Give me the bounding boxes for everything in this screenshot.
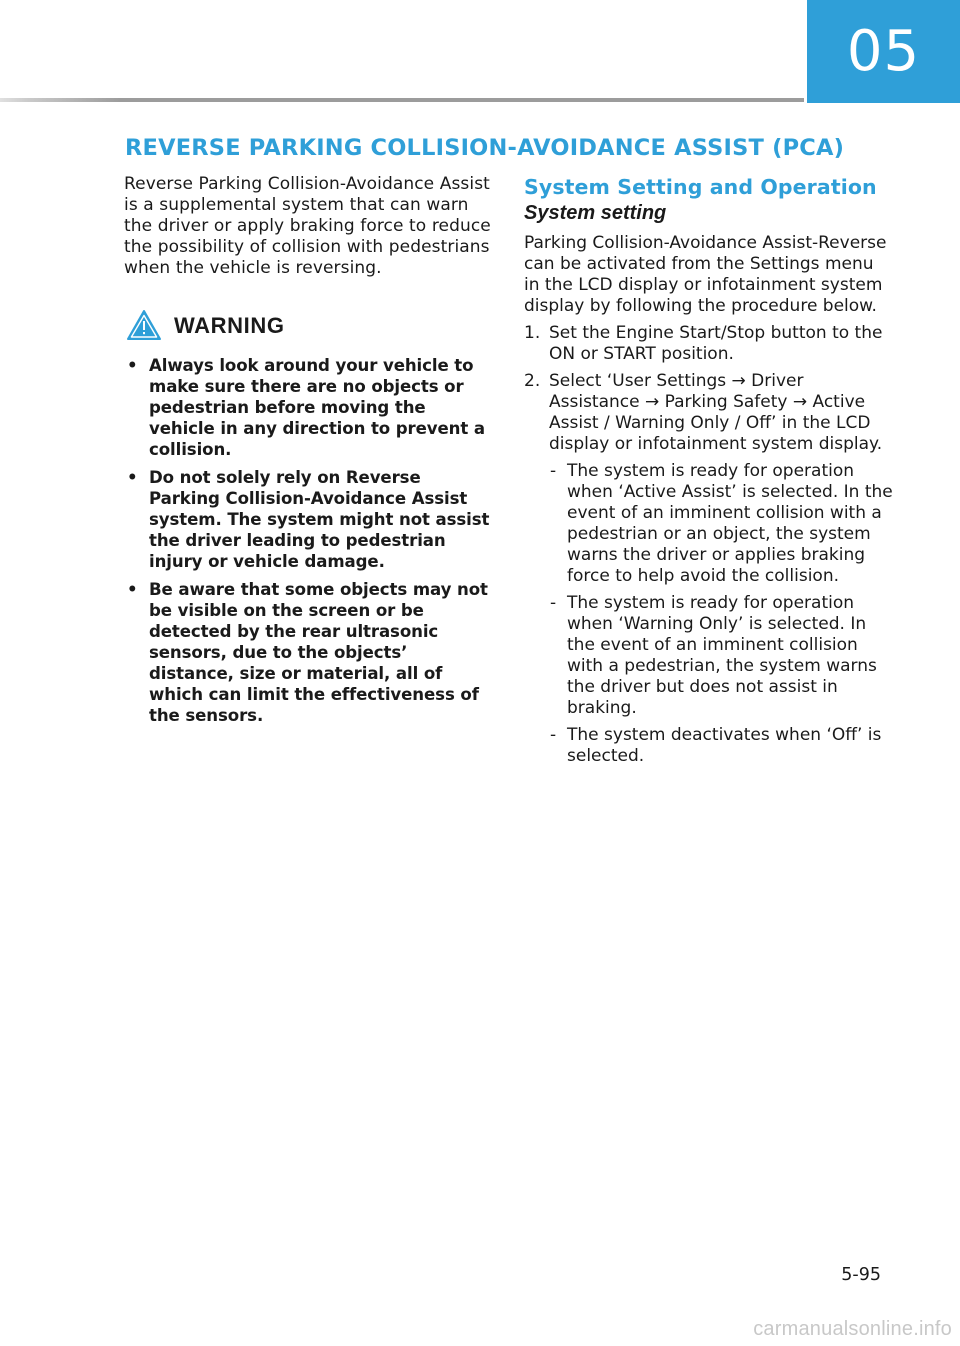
header-rule	[0, 98, 804, 102]
intro-paragraph: Reverse Parking Collision-Avoidance Assist is a supplemental system that can warn the driver or apply braking force to reduce the possibility of collision with pedestrians when the vehicle is reversing.	[124, 174, 491, 278]
right-column	[524, 174, 894, 773]
watermark: carmanualsonline.info	[753, 1318, 952, 1340]
dash-icon: -	[550, 725, 557, 745]
option-text: The system is ready for operation when ‘Warning Only’ is selected. In the event of an imminent collision with a pedestrian, the system warns the driver but does not assist in braking.	[567, 593, 877, 718]
bullet-icon: •	[127, 580, 138, 599]
option-item	[549, 593, 894, 719]
warning-list	[124, 355, 492, 726]
system-heading: System Setting and Operation	[524, 175, 877, 199]
warning-item-text: Always look around your vehicle to make sure there are no objects or pedestrian before moving the vehicle in any direction to prevent a collision.	[149, 356, 485, 459]
chapter-number: 05	[846, 19, 921, 84]
warning-item-text: Be aware that some objects may not be visible on the screen or be detected by the rear ultrasonic sensors, due to the objects’ distance, size or material, all of which can limit the effectiveness of the sensors.	[149, 580, 488, 725]
option-item	[549, 461, 894, 587]
warning-title: WARNING	[174, 312, 285, 338]
option-list	[549, 461, 894, 767]
bullet-icon: •	[127, 468, 138, 487]
dash-icon: -	[550, 593, 557, 613]
step-text: Select ‘User Settings → Driver Assistance → Parking Safety → Active Assist / Warning Only / Off’ in the LCD display or infotainment system display.	[549, 371, 883, 454]
chapter-tab	[807, 0, 960, 103]
section-title: REVERSE PARKING COLLISION-AVOIDANCE ASSIST (PCA)	[125, 135, 845, 161]
warning-item	[124, 579, 492, 726]
option-item	[549, 725, 894, 767]
step-number: 2.	[524, 371, 541, 391]
option-text: The system is ready for operation when ‘Active Assist’ is selected. In the event of an imminent collision with a pedestrian or an object, the system warns the driver or applies braking force to help avoid the collision.	[567, 461, 893, 586]
step-item	[524, 371, 894, 767]
system-description: Parking Collision-Avoidance Assist-Reverse can be activated from the Settings menu in the LCD display or infotainment system display by following the procedure below.	[524, 233, 887, 316]
step-text: Set the Engine Start/Stop button to the ON or START position.	[549, 323, 883, 364]
warning-item	[124, 355, 492, 460]
bullet-icon: •	[127, 356, 138, 375]
step-number: 1.	[524, 323, 541, 343]
step-item	[524, 323, 894, 365]
option-text: The system deactivates when ‘Off’ is selected.	[567, 725, 882, 766]
left-column	[124, 174, 492, 733]
steps-list	[524, 323, 894, 767]
system-subheading: System setting	[524, 202, 667, 224]
warning-item-text: Do not solely rely on Reverse Parking Collision-Avoidance Assist system. The system might not assist the driver leading to pedestrian injury or vehicle damage.	[149, 468, 490, 571]
warning-triangle-icon	[126, 309, 162, 341]
page-number: 5-95	[841, 1265, 881, 1285]
warning-item	[124, 467, 492, 572]
warning-header	[126, 309, 492, 341]
dash-icon: -	[550, 461, 557, 481]
